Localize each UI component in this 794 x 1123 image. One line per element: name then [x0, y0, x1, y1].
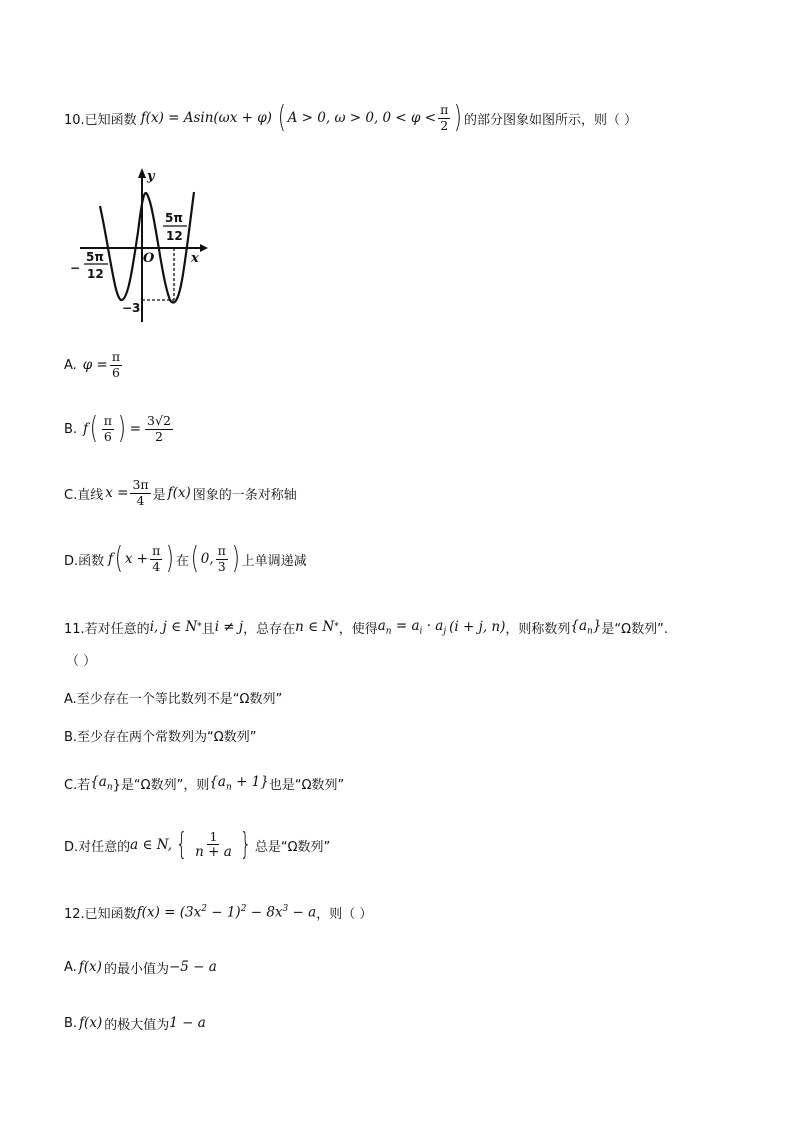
- q11-answer-blank: （ ）: [66, 654, 97, 669]
- right-label-den: 12: [166, 229, 183, 243]
- q11-option-a: A.至少存在一个等比数列不是“Ω数列”: [64, 692, 283, 707]
- left-label-den: 12: [87, 267, 104, 281]
- q10-cond-frac: $\frac{\pi}{2}$: [440, 102, 449, 133]
- q11-option-b: B.至少存在两个常数列为“Ω数列”: [64, 730, 257, 745]
- x-axis-arrow: [200, 244, 208, 252]
- q11-option-c: C.若 {$a_n$ }是“Ω数列”，则 $\{a_n + 1\}$ 也是“Ω数列”: [64, 773, 345, 793]
- x-label: x: [191, 251, 199, 266]
- origin-label: O: [143, 251, 155, 266]
- q10-sine-graph: [70, 162, 210, 327]
- q10-prefix: 10.已知函数: [64, 112, 137, 128]
- q10-suffix: 的部分图象如图所示，则（ ）: [464, 112, 638, 128]
- left-label-num: 5π: [86, 250, 104, 264]
- q12-option-a: A. f(x) 的最小值为 −5 − a: [64, 959, 217, 977]
- q10-stem: [64, 98, 637, 138]
- q12-stem: 12.已知函数 $f(x) = (3x^2 - 1)^2 - 8x^3 - a$ ，则（ ）: [64, 903, 373, 922]
- q11-option-d: D.对任意的 a ∈ N, { $\frac{1}{n + a}$ } 总是“Ω数列”: [64, 827, 331, 862]
- q10-option-c: C.直线 x = $\frac{3\pi}{4}$ 是 f(x) 图象的一条对称轴: [64, 477, 297, 508]
- q10-option-d: D.函数 f ( x + $\frac{\pi}{4}$ ) 在 ( 0, $\frac{\pi}{3}$ ) 上单调递减: [64, 541, 307, 576]
- q10-option-b: B. f ( $\frac{\pi}{6}$ ) = $\frac{3√2}{2}$: [64, 411, 171, 446]
- y-axis-arrow: [138, 168, 146, 178]
- y-label: y: [147, 169, 155, 184]
- right-label-num: 5π: [165, 211, 183, 225]
- q10-conditions: A > 0, ω > 0, 0 < φ <: [287, 110, 437, 126]
- q10-close-paren: ): [454, 100, 463, 135]
- min-label: −3: [122, 301, 141, 315]
- q11-stem: 11.若对任意的 i, j ∈ N * 且 i ≠ j ，总存在 n ∈ N * ，使得 $a_n = a_i \cdot a_j$ (i + j, n) ，则称数列 $\{a_n\}$ 是“Ω数列”.: [64, 617, 668, 637]
- q10-function: f(x) = Asin(ωx + φ): [140, 110, 272, 126]
- q12-option-b: B. f(x) 的极大值为 1 − a: [64, 1015, 206, 1033]
- left-label-sign: −: [70, 261, 81, 275]
- q10-open-paren: (: [277, 100, 286, 135]
- q10-option-a: A. φ = $\frac{\pi}{6}$: [64, 349, 121, 380]
